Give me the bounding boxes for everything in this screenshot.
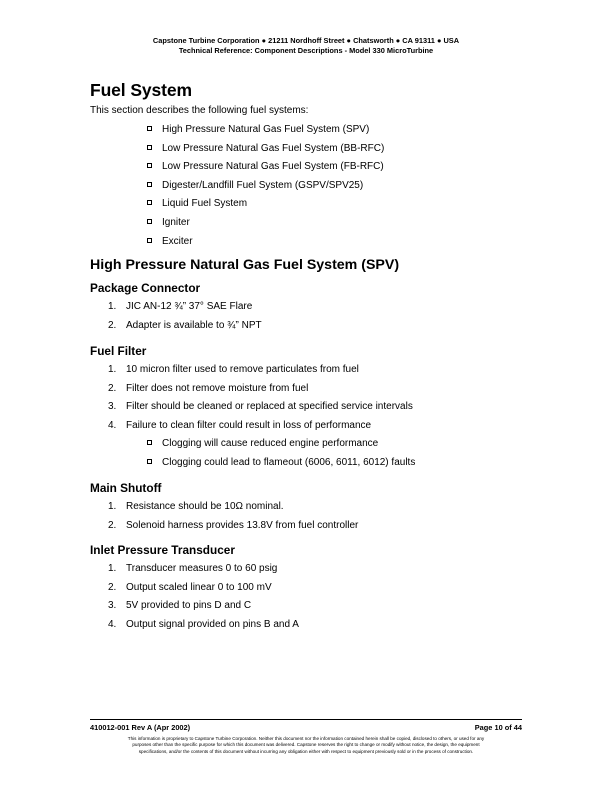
footer-divider — [90, 719, 522, 720]
list-item: 3. 5V provided to pins D and C — [108, 600, 252, 612]
fuel-systems-list — [147, 121, 384, 251]
list-item: Liquid Fuel System — [147, 195, 384, 214]
checkbox-bullet-icon — [147, 182, 152, 187]
header-company-line: Capstone Turbine Corporation ● 21211 Nordhoff Street ● Chatsworth ● CA 91311 ● USA — [152, 36, 460, 45]
subsection-heading-main-shutoff: Main Shutoff — [90, 481, 162, 495]
list-item: 2. Output scaled linear 0 to 100 mV — [108, 581, 272, 593]
list-item: 4. Output signal provided on pins B and A — [108, 618, 299, 630]
list-item: 4. Failure to clean filter could result in loss of performance — [108, 419, 372, 431]
fuel-filter-list — [108, 361, 413, 435]
checkbox-bullet-icon — [147, 219, 152, 224]
notice-line: specifications, and/or the contents of this document without incurring any obligation either with respect to equipment previously sold or in the process of construction. — [138, 748, 474, 754]
list-item: Digester/Landfill Fuel System (GSPV/SPV25) — [147, 177, 384, 196]
fuel-filter-sub-list — [147, 435, 415, 472]
list-item: Igniter — [147, 214, 384, 233]
section-heading-spv: High Pressure Natural Gas Fuel System (SPV) — [90, 257, 400, 273]
page-header — [0, 36, 612, 56]
checkbox-bullet-icon — [147, 200, 152, 205]
list-item: 1. Resistance should be 10Ω nominal. — [108, 501, 284, 512]
list-item: Clogging will cause reduced engine performance — [147, 435, 415, 454]
intro-text: This section describes the following fuel systems: — [90, 105, 309, 116]
checkbox-bullet-icon — [147, 145, 152, 150]
checkbox-bullet-icon — [147, 238, 152, 243]
list-item: High Pressure Natural Gas Fuel System (SPV) — [147, 121, 384, 140]
subsection-heading-inlet-pressure-transducer: Inlet Pressure Transducer — [90, 543, 235, 557]
list-item: Low Pressure Natural Gas Fuel System (FB-RFC) — [147, 158, 384, 177]
checkbox-bullet-icon — [147, 126, 152, 131]
notice-line: purposes other than the specific purpose for which this document was delivered. Capstone reserves the right to change or modify without notice, the design, the equipment — [132, 742, 480, 748]
list-item: Exciter — [147, 233, 384, 252]
page-title: Fuel System — [90, 80, 192, 100]
list-item: 3. Filter should be cleaned or replaced at specified service intervals — [108, 401, 413, 413]
subsection-heading-package-connector: Package Connector — [90, 281, 201, 295]
subsection-heading-fuel-filter: Fuel Filter — [90, 344, 147, 358]
proprietary-notice — [90, 736, 522, 755]
list-item: Low Pressure Natural Gas Fuel System (BB-RFC) — [147, 140, 384, 159]
header-reference-line: Technical Reference: Component Descriptions - Model 330 MicroTurbine — [178, 46, 434, 55]
list-item: 2. Adapter is available to ¾” NPT — [108, 319, 262, 331]
main-shutoff-list — [108, 498, 358, 535]
package-connector-list — [108, 298, 262, 335]
inlet-pressure-list — [108, 560, 299, 634]
list-item: 1. Transducer measures 0 to 60 psig — [108, 563, 278, 574]
checkbox-bullet-icon — [147, 163, 152, 168]
list-item: 2. Solenoid harness provides 13.8V from fuel controller — [108, 519, 359, 531]
document-id: 410012-001 Rev A (Apr 2002) — [90, 723, 191, 732]
list-item: 2. Filter does not remove moisture from fuel — [108, 382, 309, 394]
checkbox-bullet-icon — [147, 440, 152, 445]
notice-line: This information is proprietary to Capstone Turbine Corporation. Neither this document nor the information contained herein shall be copied, disclosed to others, or used for any — [127, 736, 485, 741]
list-item: Clogging could lead to flameout (6006, 6011, 6012) faults — [147, 454, 415, 473]
checkbox-bullet-icon — [147, 459, 152, 464]
list-item: 1. 10 micron filter used to remove particulates from fuel — [108, 364, 359, 375]
page-number: Page 10 of 44 — [474, 723, 522, 732]
list-item: 1. JIC AN-12 ¾” 37° SAE Flare — [108, 301, 253, 312]
